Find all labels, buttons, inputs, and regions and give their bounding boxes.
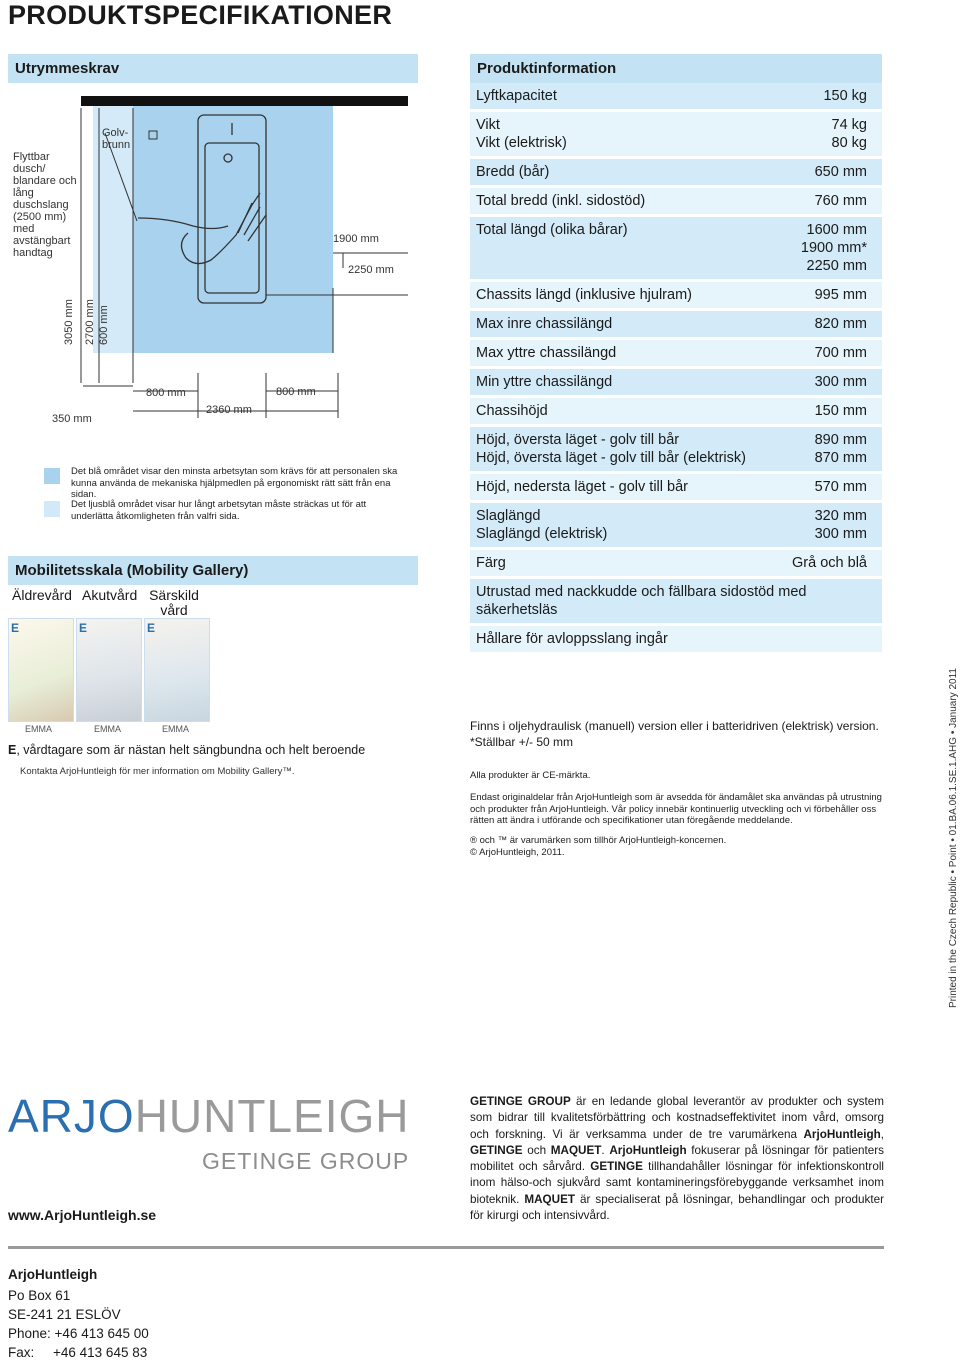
spec-value-line: 2250 mm	[806, 258, 867, 274]
page-title: PRODUKTSPECIFIKATIONER	[8, 0, 393, 30]
mobility-col-3: Särskild vård	[149, 587, 199, 618]
spec-value-line: 74 kg	[831, 117, 867, 133]
copyright-note: © ArjoHuntleigh, 2011.	[470, 847, 565, 858]
getinge-group-logo: GETINGE GROUP	[202, 1148, 410, 1174]
spec-label-line: Max yttre chassilängd	[476, 345, 617, 361]
address-fax: Fax: +46 413 645 83	[8, 1345, 148, 1360]
spec-value-line: 570 mm	[814, 479, 867, 495]
spec-value	[801, 221, 867, 275]
space-diagram	[8, 83, 418, 530]
dim-3050: 3050 mm	[63, 299, 75, 345]
spec-value	[815, 431, 867, 467]
spec-label	[476, 192, 645, 210]
spec-value	[823, 87, 867, 105]
emma-label-2: EMMA	[94, 724, 121, 734]
spec-label-line: Hållare för avloppsslang ingår	[476, 631, 668, 647]
logo-arjo: ARJO	[8, 1090, 135, 1142]
spec-label-line: Lyftkapacitet	[476, 88, 557, 104]
mobility-letter-3: E	[147, 621, 156, 635]
spec-value-line: 870 mm	[814, 450, 867, 466]
spec-label	[476, 478, 688, 496]
product-info-header: Produktinformation	[470, 54, 882, 83]
spec-row	[470, 503, 882, 550]
drain-label: Golv- brunn	[102, 127, 131, 151]
address-name: ArjoHuntleigh	[8, 1267, 98, 1282]
spec-label-line: Utrustad med nackkudde och fällbara sidostöd med säkerhetsläs	[476, 584, 807, 618]
emma-label-3: EMMA	[162, 724, 189, 734]
spec-label	[476, 344, 616, 362]
logo-huntleigh: HUNTLEIGH	[134, 1090, 410, 1142]
spec-value-line: 760 mm	[814, 193, 867, 209]
spec-label-line: Färg	[476, 555, 506, 571]
spec-value-line: 1900 mm*	[800, 240, 867, 256]
spec-label-line: Min yttre chassilängd	[476, 374, 613, 390]
spec-label-line: Chassits längd (inklusive hjulram)	[476, 287, 692, 303]
spec-label	[476, 163, 549, 181]
spec-label-line: Höjd, nedersta läget - golv till bår	[476, 479, 688, 495]
about-arjohuntleigh: ArjoHuntleigh	[803, 1127, 881, 1141]
spec-value-line: 995 mm	[814, 287, 867, 303]
spec-label-line: Vikt	[476, 117, 500, 133]
wall	[81, 96, 408, 106]
dim-600: 600 mm	[98, 305, 110, 345]
mobility-letter-2: E	[79, 621, 88, 635]
spec-row	[470, 340, 882, 369]
spec-value	[815, 286, 867, 304]
spec-row	[470, 398, 882, 427]
spec-label-line: Total längd (olika bårar)	[476, 222, 628, 238]
legend-dark-text: Det blå området visar den minsta arbetsytan som krävs för att personalen ska kunna använda de mekaniska hjälpmedlen på ergonomiskt rätt sätt från ena sidan.	[71, 466, 398, 500]
spec-row	[470, 579, 882, 626]
spec-value-line: 80 kg	[831, 135, 867, 151]
mobility-header: Mobilitetsskala (Mobility Gallery)	[8, 556, 418, 585]
spec-value-line: 300 mm	[814, 526, 867, 542]
spec-row	[470, 188, 882, 217]
spec-value	[815, 402, 867, 420]
spec-label-line: Slaglängd	[476, 508, 541, 524]
spec-value	[815, 507, 867, 543]
spec-label	[476, 116, 567, 152]
spec-value	[832, 116, 867, 152]
spec-value	[815, 192, 867, 210]
spec-value	[815, 315, 867, 333]
address-city: SE-241 21 ESLÖV	[8, 1307, 121, 1322]
dim-1900: 1900 mm	[333, 233, 379, 245]
legend-light-swatch	[44, 501, 60, 517]
original-parts-note: Endast originaldelar från ArjoHuntleigh som är avsedda för ändamålet ska användas på utrustning och produkter från ArjoHuntleigh. Vår policy innebär kontinuerlig utveckling och vi förbehåller oss rätten att ändra i utförande och specifikationer utan föregående meddelande.	[470, 792, 882, 826]
mobility-desc-letter: E	[8, 743, 17, 757]
spec-value-line: 150 mm	[814, 403, 867, 419]
about-getinge-group: GETINGE GROUP	[470, 1095, 571, 1108]
emma-label-1: EMMA	[25, 724, 52, 734]
print-info: Printed in the Czech Republic • Point • 01.BA.06.1.SE.1.AHG • January 2011	[948, 668, 959, 1008]
product-notes	[470, 718, 882, 750]
spec-label-line: Chassihöjd	[476, 403, 548, 419]
about-getinge-2: GETINGE	[590, 1160, 643, 1174]
spec-row	[470, 474, 882, 503]
spec-label-line: Bredd (bår)	[476, 164, 550, 180]
spec-row	[470, 83, 882, 112]
spec-label	[476, 554, 506, 572]
shower-note: Flyttbar dusch/ blandare och lång duschslang (2500 mm) med avstängbart handtag	[13, 151, 77, 259]
version-note: Finns i oljehydraulisk (manuell) version eller i batteridriven (elektrisk) version.	[470, 719, 879, 733]
dim-2250: 2250 mm	[348, 264, 394, 276]
about-text	[470, 1094, 884, 1224]
spec-value	[815, 373, 867, 391]
dark-work-area	[133, 101, 333, 353]
about-part-7: är specialiserat på lösningar, behandlingar och produkter för kirurgi och intensivvård.	[470, 1192, 885, 1223]
about-getinge: GETINGE	[470, 1143, 523, 1157]
about-arjohuntleigh-2: ArjoHuntleigh	[609, 1143, 687, 1157]
about-part-4: .	[601, 1143, 610, 1157]
legend-dark-swatch	[44, 468, 60, 484]
mobility-col-1: Äldrevård	[12, 587, 72, 603]
trademark-note: ® och ™ är varumärken som tillhör ArjoHuntleigh-koncernen.	[470, 835, 727, 846]
about-part-2: ,	[880, 1127, 884, 1141]
spec-label-line: Höjd, översta läget - golv till bår	[476, 432, 680, 448]
spec-row	[470, 550, 882, 579]
spec-row	[470, 369, 882, 398]
spec-row	[470, 626, 882, 655]
mobility-contact: Kontakta ArjoHuntleigh för mer information om Mobility Gallery™.	[20, 766, 295, 777]
mobility-description	[8, 743, 365, 757]
spec-value	[815, 163, 867, 181]
spec-label	[476, 630, 668, 648]
about-part-5: fokuserar på lösningar för patienters mobilitet och sårvård.	[470, 1143, 884, 1174]
spec-label-line: Max inre chassilängd	[476, 316, 613, 332]
spec-row	[470, 217, 882, 282]
dim-350: 350 mm	[52, 413, 92, 425]
footer-divider	[8, 1246, 884, 1249]
about-part-3: och	[522, 1143, 551, 1157]
spec-value-line: 320 mm	[814, 508, 867, 524]
spec-label	[476, 507, 607, 543]
address-po-box: Po Box 61	[8, 1288, 71, 1303]
dim-2360: 2360 mm	[206, 404, 252, 416]
spec-row	[470, 311, 882, 340]
spec-label-line: Höjd, översta läget - golv till bår (elektrisk)	[476, 450, 746, 466]
spec-value	[815, 478, 867, 496]
ce-note: Alla produkter är CE-märkta.	[470, 770, 591, 781]
spec-label	[476, 373, 612, 391]
spec-label	[476, 87, 557, 105]
website-link[interactable]: www.ArjoHuntleigh.se	[8, 1207, 157, 1223]
mobility-image-2	[76, 618, 142, 722]
about-part-6: tillhandahåller lösningar för infektionskontroll inom hälso-och sjukvård samt kontamineringsförebyggande verksamhet inom bioteknik.	[470, 1160, 885, 1206]
spec-value	[815, 344, 867, 362]
mobility-image-1	[8, 618, 74, 722]
spec-label	[476, 583, 867, 619]
spec-label-line: Total bredd (inkl. sidostöd)	[476, 193, 646, 209]
spec-label	[476, 221, 628, 275]
spec-label	[476, 315, 612, 333]
spec-label	[476, 286, 692, 304]
spec-row	[470, 159, 882, 188]
spec-row	[470, 427, 882, 474]
arjohuntleigh-logo	[8, 1090, 410, 1142]
spec-value-line: 890 mm	[814, 432, 867, 448]
legend-light-text: Det ljusblå området visar hur långt arbetsytan måste sträckas ut för att underlätta åtkomligheten från valfri sida.	[71, 499, 367, 522]
spec-label	[476, 402, 548, 420]
spec-value	[792, 554, 867, 572]
spec-label-line: Vikt (elektrisk)	[476, 135, 567, 151]
spec-value-line: 150 kg	[823, 88, 867, 104]
about-part-1: är en ledande global leverantör av produkter och system som bidrar till kvalitetsförbättring och kostnadseffektivitet inom vård, omsorg och forskning. Vi är verksamma under de tre varumärkena	[470, 1095, 884, 1141]
dim-800-right: 800 mm	[276, 386, 316, 398]
spec-value-line: Grå och blå	[792, 555, 867, 571]
spec-value-line: 820 mm	[814, 316, 867, 332]
spec-row	[470, 112, 882, 159]
mobility-desc-text: , vårdtagare som är nästan helt sängbundna och helt beroende	[16, 743, 366, 757]
adjustable-note: *Ställbar +/- 50 mm	[470, 735, 574, 749]
address-block	[8, 1265, 149, 1362]
spec-value-line: 700 mm	[814, 345, 867, 361]
spec-value-line: 650 mm	[814, 164, 867, 180]
spec-value-line: 1600 mm	[806, 222, 867, 238]
spec-label-line: Slaglängd (elektrisk)	[476, 526, 608, 542]
product-spec-table	[470, 83, 882, 655]
dim-2700: 2700 mm	[84, 299, 96, 345]
mobility-image-3	[144, 618, 210, 722]
about-maquet-2: MAQUET	[524, 1192, 576, 1206]
space-requirements-header: Utrymmeskrav	[8, 54, 418, 83]
spec-label	[476, 431, 746, 467]
mobility-col-2: Akutvård	[82, 587, 138, 603]
dim-800-left: 800 mm	[146, 387, 186, 399]
spec-value-line: 300 mm	[814, 374, 867, 390]
mobility-letter-1: E	[11, 621, 20, 635]
address-phone: Phone: +46 413 645 00	[8, 1326, 149, 1341]
spec-row	[470, 282, 882, 311]
about-maquet: MAQUET	[550, 1143, 602, 1157]
